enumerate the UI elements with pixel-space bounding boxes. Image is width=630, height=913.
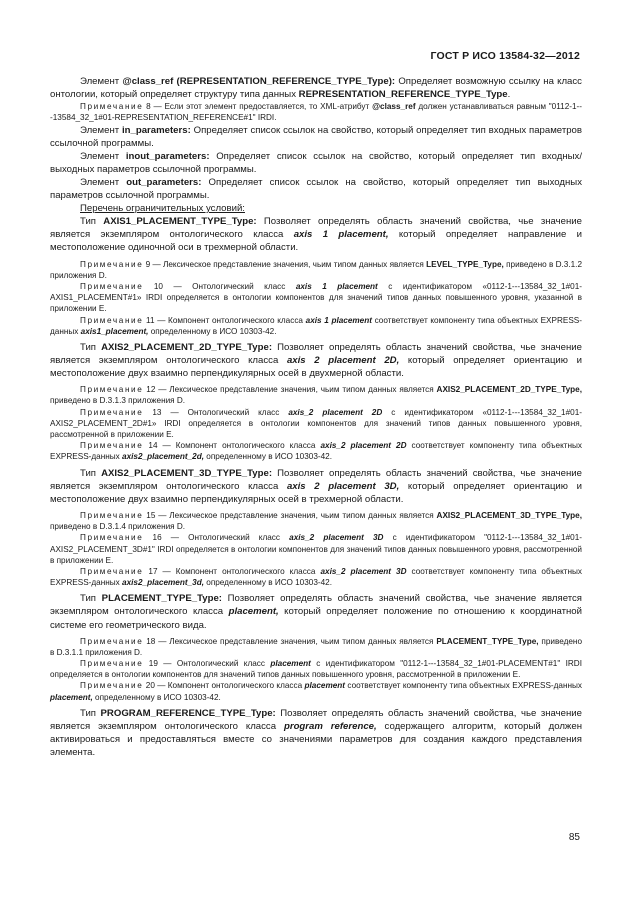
text-run: program reference, [283, 720, 377, 732]
note-paragraph [50, 440, 582, 462]
text-run: определенному в ИСО 10303-42. [92, 692, 221, 702]
text-run: AXIS2_PLACEMENT_2D_TYPE_Type: [101, 341, 273, 353]
text-run: который определяет ориентацию и местоположение двух взаимно перпендикулярных осей в трехмерной области. [50, 480, 582, 505]
page-number: 85 [568, 832, 580, 843]
note-label: Примечание [80, 659, 144, 669]
body-paragraph [50, 124, 582, 150]
text-run: 20 — Компонент онтологического класса [143, 681, 305, 691]
text-run: @class_ref (REPRESENTATION_REFERENCE_TYPE_Type): [122, 76, 396, 87]
text-run: placement [304, 681, 346, 691]
note-label: Примечание [80, 681, 144, 691]
text-run: axis_2 placement 2D [288, 407, 383, 417]
text-run: определенному в ИСО 10303-42. [203, 452, 333, 462]
text-run: PLACEMENT_TYPE_Type, [436, 636, 539, 646]
text-run: REPRESENTATION_REFERENCE_TYPE_Type [298, 89, 508, 101]
text-run: placement, [50, 692, 93, 702]
note-paragraph [50, 566, 582, 588]
text-run: placement [270, 659, 311, 669]
text-run: Элемент [80, 76, 123, 87]
text-run: axis 1 placement, [293, 229, 389, 241]
text-run: axis 2 placement 2D, [286, 355, 400, 367]
body-paragraph [50, 150, 582, 176]
text-run: 13 — Онтологический класс [143, 407, 289, 417]
note-label: Примечание [80, 441, 144, 451]
text-run: out_parameters: [126, 176, 202, 188]
text-run: 11 — Компонент онтологического класса [143, 315, 306, 325]
text-run: приведено в D.3.1.2 приложения D. [50, 259, 583, 280]
text-run: Элемент [80, 176, 127, 188]
note-label: Примечание [80, 407, 144, 417]
text-run: 8 — Если этот элемент предоставляется, то XML-атрибут [143, 102, 373, 112]
body-paragraph [50, 75, 582, 101]
text-run: приведено в D.3.1.1 приложения D. [50, 636, 582, 657]
document-body [50, 75, 582, 759]
note-label: Примечание [80, 281, 144, 291]
text-run: содержащего алгоритм, который должен активироваться и предоставляться вместе со значениями параметров для создания каждого представления элемента. [50, 720, 582, 759]
text-run: PLACEMENT_TYPE_Type: [101, 593, 222, 605]
text-run: который определяет направление и местоположение одиночной оси в трехмерной области. [50, 229, 582, 254]
text-run: 19 — Онтологический класс [143, 659, 271, 669]
text-run: axis 1 placement [305, 315, 372, 325]
text-run: axis 1 placement [295, 281, 378, 291]
text-run: Перечень ограничительных условий: [80, 203, 245, 215]
text-run: 17 — Компонент онтологического класса [143, 566, 321, 576]
note-paragraph [50, 384, 582, 406]
text-run: axis1_placement, [80, 326, 149, 336]
text-run: Позволяет определять область значений свойства, чье значение является экземпляром онтологического класса [50, 216, 582, 241]
text-run: приведено в D.3.1.3 приложения D. [50, 396, 186, 406]
body-paragraph [50, 341, 582, 380]
text-run: соответствует компоненту типа объектных EXPRESS-данных [345, 681, 582, 691]
text-run: Элемент [80, 124, 122, 136]
text-run: inout_parameters: [125, 150, 210, 162]
text-run: AXIS2_PLACEMENT_2D_TYPE_Type, [436, 385, 582, 395]
text-run: Тип [80, 707, 101, 719]
body-paragraph [50, 592, 582, 631]
text-run: axis_2 placement 3D [289, 533, 384, 543]
note-paragraph [50, 101, 582, 123]
note-label: Примечание [80, 533, 144, 543]
text-run: in_parameters: [122, 124, 191, 136]
text-run: Определяет возможную ссылку на класс онтологии, который определяет структуру типа данных [50, 76, 582, 101]
note-paragraph [50, 315, 582, 337]
note-label: Примечание [80, 566, 144, 576]
text-run: AXIS2_PLACEMENT_3D_TYPE_Type: [101, 467, 273, 479]
text-run: определенному в ИСО 10303-42. [148, 326, 277, 336]
note-paragraph [50, 259, 582, 281]
text-run: axis_2 placement 2D [320, 441, 407, 451]
text-run: с идентификатором «0112-1---13584_32_1#01-AXIS1_PLACEMENT#1» IRDI определяется в онтологии компонентов для значений типов данных повышенного уровня, указанной в приложении Е. [50, 281, 582, 314]
body-paragraph [50, 202, 582, 215]
text-run: . [507, 89, 511, 101]
text-run: Позволяет определять область значений свойства, чье значение является экземпляром онтологического класса [50, 341, 582, 367]
text-run: Тип [80, 467, 102, 479]
text-run: Тип [80, 593, 102, 605]
text-run: должен устанавливаться равным "0112-1---13584_32_1#01-REPRESENTATION_REFERENCE#1" IRDI. [50, 102, 582, 123]
text-run: Позволяет определять область значений свойства, чье значение является экземпляром онтологического класса [50, 593, 582, 618]
note-paragraph [50, 636, 582, 658]
body-paragraph [50, 176, 582, 202]
note-paragraph [50, 281, 582, 315]
text-run: Позволяет определять область значений свойства, чье значение является экземпляром онтологического класса [50, 467, 582, 492]
text-run: Элемент [80, 150, 126, 162]
text-run: Определяет список ссылок на свойство, который определяет тип выходных параметров ссылочной программы. [50, 176, 582, 202]
text-run: AXIS1_PLACEMENT_TYPE_Type: [103, 216, 257, 228]
text-run: 12 — Лексическое представление значения, чьим типом данных является [143, 385, 437, 395]
note-label: Примечание [80, 315, 144, 325]
text-run: Определяет список ссылок на свойство, который определяет тип входных/выходных параметров ссылочной программы. [50, 150, 582, 175]
text-run: axis 2 placement 3D, [286, 480, 400, 492]
text-run: соответствует компоненту типа объектных EXPRESS-данных [50, 315, 582, 336]
document-header: ГОСТ Р ИСО 13584-32—2012 [430, 50, 580, 62]
text-run: 9 — Лексическое представление значения, чьим типом данных является [143, 259, 427, 269]
text-run: @class_ref [372, 102, 416, 112]
text-run: 10 — Онтологический класс [143, 281, 296, 291]
text-run: соответствует компоненту типа объектных EXPRESS-данных [50, 441, 582, 462]
text-run: который определяет ориентацию и местоположение двух взаимно перпендикулярных осей в двухмерной области. [50, 355, 582, 380]
note-label: Примечание [80, 636, 144, 646]
text-run: 14 — Компонент онтологического класса [143, 441, 321, 451]
text-run: определенному в ИСО 10303-42. [203, 578, 333, 588]
text-run: 16 — Онтологический класс [143, 533, 290, 543]
text-run: Тип [80, 216, 104, 228]
note-label: Примечание [80, 385, 144, 395]
text-run: PROGRAM_REFERENCE_TYPE_Type: [100, 707, 276, 719]
text-run: с идентификатором "0112-1---13584_32_1#01-PLACEMENT#1" IRDI определяется в онтологии компонентов для значений типов данных повышенного уровня, рассмотренной в приложении Е. [50, 659, 582, 680]
note-paragraph [50, 532, 582, 566]
note-paragraph [50, 407, 582, 441]
text-run: Позволяет определять область значений свойства, чье значение является экземпляром онтологического класса [50, 707, 582, 732]
text-run: с идентификатором "0112-1---13584_32_1#01-AXIS2_PLACEMENT_3D#1" IRDI определяется в онтологии компонентов для значений типов данных повышенного уровня, рассмотренной в приложении Е. [50, 533, 582, 565]
body-paragraph [50, 215, 582, 254]
text-run: приведено в D.3.1.4 приложения D. [50, 522, 186, 532]
text-run: 15 — Лексическое представление значения, чьим типом данных является [143, 510, 437, 520]
text-run: Определяет список ссылок на свойство, который определяет тип входных параметров ссылочной программы. [50, 124, 582, 149]
body-paragraph [50, 707, 582, 759]
note-label: Примечание [80, 102, 144, 112]
note-label: Примечание [80, 259, 144, 269]
text-run: который определяет положение по отношению к координатной системе его геометрического вида. [50, 606, 583, 631]
note-label: Примечание [80, 510, 144, 520]
text-run: Тип [80, 341, 102, 353]
text-run: axis_2 placement 3D [320, 566, 407, 576]
text-run: placement, [228, 606, 279, 618]
note-paragraph [50, 510, 582, 532]
note-paragraph [50, 658, 582, 680]
text-run: с идентификатором «0112-1---13584_32_1#01-AXIS2_PLACEMENT_2D#1» IRDI определяется в онтологии компонентов для значений типов данных повышенного уровня, рассмотренной в приложении Е. [50, 407, 582, 440]
text-run: axis2_placement_3d, [122, 578, 204, 588]
note-paragraph [50, 680, 582, 702]
text-run: соответствует компоненту типа объектных EXPRESS-данных [50, 566, 582, 588]
text-run: 18 — Лексическое представление значения, чьим типом данных является [143, 636, 437, 646]
text-run: AXIS2_PLACEMENT_3D_TYPE_Type, [436, 510, 582, 520]
body-paragraph [50, 467, 582, 506]
text-run: LEVEL_TYPE_Type, [426, 259, 504, 269]
text-run: axis2_placement_2d, [122, 452, 204, 462]
